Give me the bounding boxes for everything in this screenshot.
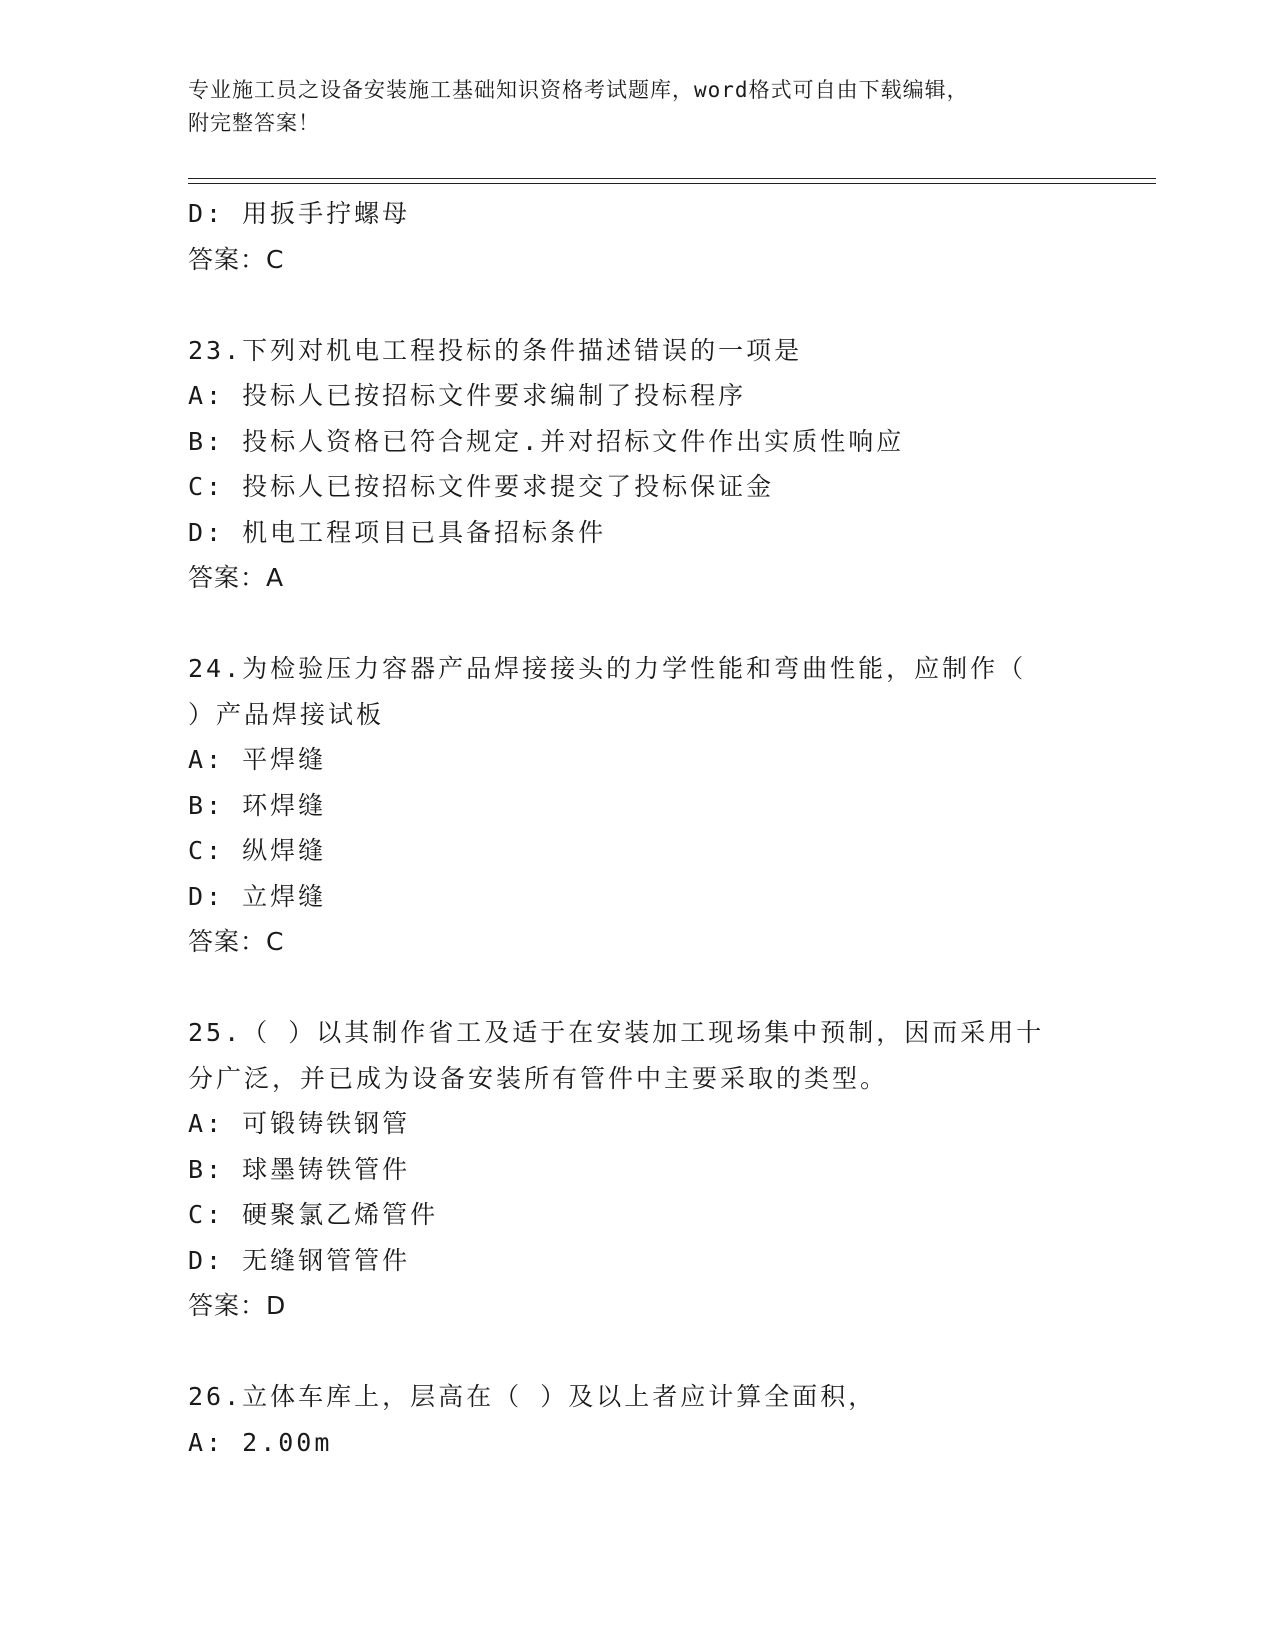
question-spacer bbox=[188, 1329, 1088, 1375]
text-line: C: 纵焊缝 bbox=[188, 836, 327, 865]
answer-line: 答案：C bbox=[188, 927, 285, 956]
question-spacer bbox=[188, 282, 1088, 328]
text-line: A: 可锻铸铁钢管 bbox=[188, 1109, 411, 1138]
text-line: D: 立焊缝 bbox=[188, 881, 327, 911]
text-line: B: 环焊缝 bbox=[188, 790, 327, 820]
text-line: 分广泛，并已成为设备安装所有管件中主要采取的类型。 bbox=[188, 1063, 889, 1093]
text-line: D: 用扳手拧螺母 bbox=[188, 199, 411, 228]
answer-line: 答案：A bbox=[188, 563, 285, 592]
text-line: ）产品焊接试板 bbox=[188, 699, 385, 729]
answer-line: 答案：C bbox=[188, 244, 285, 274]
text-line: D: 机电工程项目已具备招标条件 bbox=[188, 517, 607, 547]
text-line: B: 投标人资格已符合规定.并对招标文件作出实质性响应 bbox=[188, 426, 905, 456]
text-line: C: 硬聚氯乙烯管件 bbox=[188, 1200, 439, 1229]
document-header bbox=[188, 74, 1068, 140]
text-line: D: 无缝钢管管件 bbox=[188, 1245, 411, 1275]
question-spacer bbox=[188, 965, 1088, 1011]
text-line: 23.下列对机电工程投标的条件描述错误的一项是 bbox=[188, 335, 803, 365]
text-line: 25.（ ）以其制作省工及适于在安装加工现场集中预制，因而采用十 bbox=[188, 1018, 1045, 1047]
question-spacer bbox=[188, 601, 1088, 647]
text-line: A: 2.00m bbox=[188, 1427, 333, 1457]
text-line: 26.立体车库上，层高在（ ）及以上者应计算全面积， bbox=[188, 1382, 877, 1411]
text-line: A: 平焊缝 bbox=[188, 745, 327, 774]
text-line: 24.为检验压力容器产品焊接接头的力学性能和弯曲性能，应制作（ bbox=[188, 654, 1027, 683]
text-line: B: 球墨铸铁管件 bbox=[188, 1154, 411, 1184]
header-line-2: 附完整答案！ bbox=[188, 111, 320, 135]
text-line: A: 投标人已按招标文件要求编制了投标程序 bbox=[188, 381, 747, 410]
answer-line: 答案：D bbox=[188, 1291, 287, 1320]
header-line-1: 专业施工员之设备安装施工基础知识资格考试题库，word格式可自由下载编辑， bbox=[188, 78, 969, 102]
header-divider-bottom bbox=[188, 183, 1156, 184]
header-divider-top bbox=[188, 178, 1156, 179]
question-list bbox=[188, 191, 1088, 1465]
text-line: C: 投标人已按招标文件要求提交了投标保证金 bbox=[188, 472, 775, 501]
